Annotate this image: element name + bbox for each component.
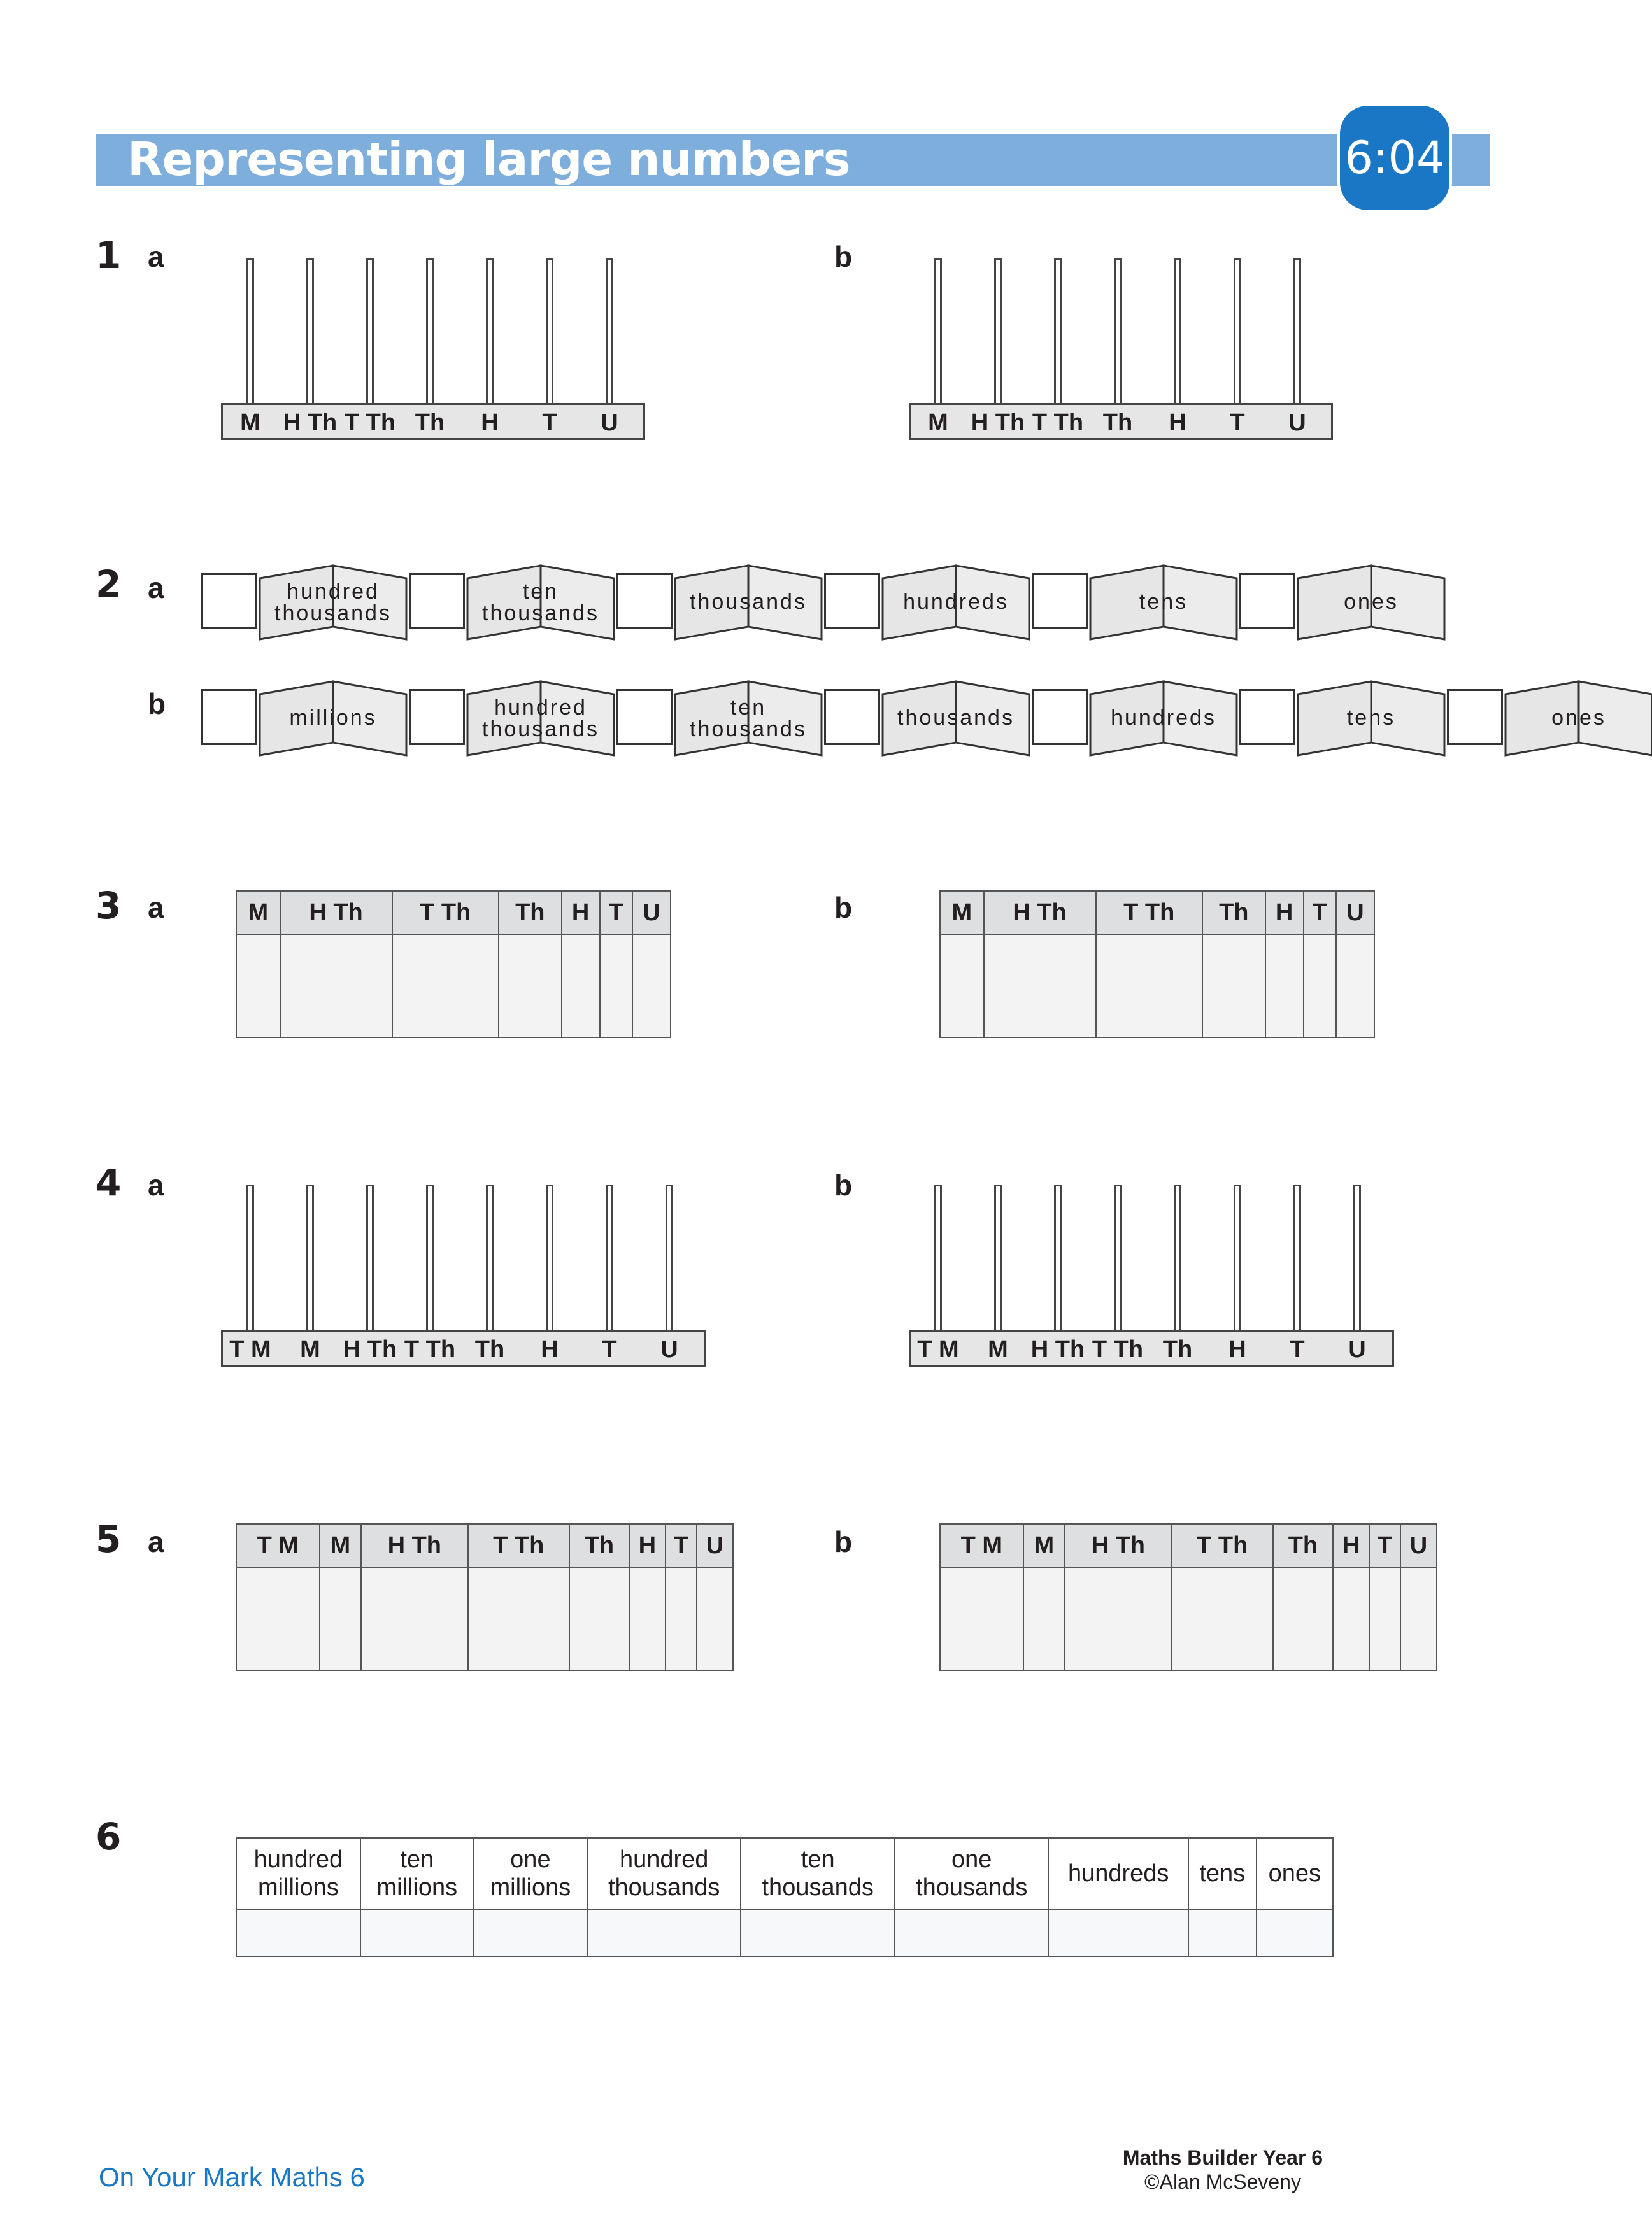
abacus-place-label: U <box>1288 409 1306 436</box>
answer-box[interactable] <box>1032 689 1088 745</box>
abacus-place-label: T Th <box>1032 409 1084 436</box>
abacus-rod <box>546 258 553 403</box>
abacus-place-label: M <box>240 409 260 436</box>
place-value-tag <box>467 675 614 758</box>
question-5-number: 5 <box>96 1518 122 1561</box>
place-value-tag-text: thousands <box>690 590 807 614</box>
answer-cell[interactable] <box>236 934 280 1037</box>
answer-cell[interactable] <box>1333 1567 1369 1670</box>
question-4b-label: b <box>834 1169 853 1202</box>
abacus-place-label: M <box>300 1336 320 1363</box>
column-header: one millions <box>474 1838 587 1909</box>
column-header: ones <box>1257 1838 1333 1909</box>
column-header: T <box>1369 1524 1400 1567</box>
column-header: H Th <box>361 1524 468 1567</box>
abacus-4b <box>909 1185 1394 1367</box>
place-value-tag <box>883 559 1029 642</box>
answer-cell[interactable] <box>320 1567 361 1670</box>
column-header: T <box>600 891 632 934</box>
place-value-tag-text: tens <box>1139 590 1188 614</box>
answer-cell[interactable] <box>468 1567 569 1670</box>
answer-cell[interactable] <box>600 934 632 1037</box>
place-value-tag-text: ten thousands <box>482 580 599 625</box>
abacus-4a <box>221 1185 706 1367</box>
abacus-place-label: Th <box>415 409 445 436</box>
abacus-rod <box>1174 258 1181 403</box>
abacus-rod <box>246 1185 254 1330</box>
column-header: ten millions <box>360 1838 474 1909</box>
abacus-rod <box>1054 1185 1062 1330</box>
question-5a-label: a <box>148 1525 164 1558</box>
abacus-place-label: H <box>541 1336 559 1363</box>
abacus-rod <box>306 258 314 403</box>
question-4-number: 4 <box>96 1161 122 1204</box>
place-value-tag <box>675 559 822 642</box>
column-header: M <box>236 891 280 934</box>
question-2-number: 2 <box>96 562 122 606</box>
abacus-rod <box>1114 1185 1122 1330</box>
answer-box[interactable] <box>616 689 673 745</box>
abacus-rod <box>606 258 613 403</box>
answer-cell[interactable] <box>1188 1909 1257 1956</box>
answer-cell[interactable] <box>984 934 1096 1037</box>
abacus-rod <box>426 258 434 403</box>
answer-cell[interactable] <box>1265 934 1304 1037</box>
column-header: M <box>940 891 984 934</box>
answer-cell[interactable] <box>1048 1909 1188 1956</box>
place-value-table-3b <box>939 890 1375 1038</box>
answer-box[interactable] <box>1032 573 1088 629</box>
abacus-rod <box>1353 1185 1361 1330</box>
answer-cell[interactable] <box>895 1909 1049 1956</box>
place-value-tag-text: ones <box>1344 590 1399 614</box>
answer-box[interactable] <box>1239 573 1295 629</box>
place-value-tag <box>1298 559 1444 642</box>
question-3b-label: b <box>834 891 853 924</box>
answer-box[interactable] <box>1447 689 1503 745</box>
abacus-place-label: U <box>660 1336 678 1363</box>
column-header: T M <box>940 1524 1023 1567</box>
abacus-place-label: T Th <box>344 409 396 436</box>
abacus-rod <box>1054 258 1062 403</box>
abacus-place-label: M <box>988 1336 1008 1363</box>
abacus-place-label: T <box>542 409 557 436</box>
place-value-tag <box>1090 559 1237 642</box>
answer-box[interactable] <box>409 689 465 745</box>
abacus-place-label: T M <box>917 1336 959 1363</box>
question-1a-label: a <box>148 240 164 273</box>
footer-copyright: ©Alan McSeveny <box>1144 2170 1301 2193</box>
column-header: U <box>1336 891 1374 934</box>
abacus-place-label: H Th <box>343 1336 397 1363</box>
abacus-rod <box>1234 258 1241 403</box>
abacus-place-label: H <box>1228 1336 1246 1363</box>
place-value-tag-text: hundred thousands <box>274 580 392 625</box>
answer-cell[interactable] <box>236 1909 360 1956</box>
answer-cell[interactable] <box>1202 934 1265 1037</box>
abacus-rod <box>486 1185 494 1330</box>
answer-cell[interactable] <box>569 1567 629 1670</box>
abacus-place-label: U <box>1348 1336 1366 1363</box>
place-value-tag-text: thousands <box>897 706 1015 730</box>
footer-series-title: On Your Mark Maths 6 <box>99 2162 365 2192</box>
abacus-rod <box>606 1185 613 1330</box>
place-value-tag <box>1506 675 1652 758</box>
answer-cell[interactable] <box>1304 934 1336 1037</box>
place-value-tag-text: ten thousands <box>690 695 807 741</box>
answer-cell[interactable] <box>1257 1909 1333 1956</box>
column-header: M <box>1023 1524 1065 1567</box>
answer-box[interactable] <box>409 573 465 629</box>
answer-cell[interactable] <box>666 1567 697 1670</box>
column-header: H <box>562 891 600 934</box>
abacus-rod <box>1114 258 1122 403</box>
footer-book-title: Maths Builder Year 6 <box>1122 2146 1323 2169</box>
column-header: M <box>320 1524 361 1567</box>
column-header: T Th <box>1096 891 1202 934</box>
column-header: H Th <box>1065 1524 1172 1567</box>
page-title: Representing large numbers <box>127 132 850 186</box>
answer-cell[interactable] <box>361 1567 468 1670</box>
answer-cell[interactable] <box>1400 1567 1437 1670</box>
answer-cell[interactable] <box>1369 1567 1400 1670</box>
place-value-tag <box>675 675 822 758</box>
abacus-place-label: H <box>481 409 499 436</box>
abacus-place-label: Th <box>1162 1336 1193 1363</box>
column-header: Th <box>1202 891 1265 934</box>
place-value-tag <box>1090 675 1237 758</box>
column-header: T M <box>236 1524 320 1567</box>
column-header: H Th <box>984 891 1096 934</box>
abacus-rod <box>1293 258 1301 403</box>
column-header: Th <box>569 1524 629 1567</box>
abacus-place-label: H Th <box>283 409 338 436</box>
answer-cell[interactable] <box>1336 934 1374 1037</box>
answer-box[interactable] <box>824 573 880 629</box>
place-value-tag-text: hundreds <box>903 590 1009 614</box>
question-2a-label: a <box>148 571 164 604</box>
abacus-place-label: H Th <box>971 409 1025 436</box>
abacus-1b <box>909 258 1333 440</box>
answer-box[interactable] <box>616 573 673 629</box>
answer-cell[interactable] <box>1172 1567 1273 1670</box>
answer-cell[interactable] <box>632 934 671 1037</box>
answer-box[interactable] <box>201 573 257 629</box>
place-value-tag-text: hundreds <box>1111 706 1216 730</box>
abacus-place-label: H <box>1169 409 1186 436</box>
abacus-place-label: T <box>602 1336 617 1363</box>
column-header: U <box>1400 1524 1437 1567</box>
place-value-tag <box>467 559 614 642</box>
place-value-tag-text: hundred thousands <box>482 695 599 741</box>
column-header: Th <box>1273 1524 1333 1567</box>
column-header: T Th <box>468 1524 569 1567</box>
answer-cell[interactable] <box>587 1909 741 1956</box>
column-header: T <box>666 1524 697 1567</box>
column-header: H <box>629 1524 666 1567</box>
abacus-rod <box>1293 1185 1301 1330</box>
abacus-rod <box>934 258 942 403</box>
answer-cell[interactable] <box>562 934 600 1037</box>
place-value-tag <box>260 559 406 642</box>
column-header: T <box>1304 891 1336 934</box>
place-value-tag-text: millions <box>289 706 377 730</box>
abacus-rod <box>994 258 1002 403</box>
column-header: hundred thousands <box>587 1838 741 1909</box>
answer-cell[interactable] <box>629 1567 666 1670</box>
abacus-place-label: U <box>601 409 618 436</box>
question-1-number: 1 <box>96 234 122 277</box>
question-6-number: 6 <box>96 1815 122 1858</box>
abacus-place-label: T Th <box>404 1336 456 1363</box>
answer-cell[interactable] <box>1096 934 1202 1037</box>
column-header: U <box>632 891 671 934</box>
abacus-rod <box>546 1185 553 1330</box>
abacus-rod <box>1234 1185 1241 1330</box>
abacus-place-label: T M <box>229 1336 271 1363</box>
answer-box[interactable] <box>1239 689 1295 745</box>
answer-box[interactable] <box>201 689 257 745</box>
place-value-tag-text: tens <box>1346 706 1396 730</box>
column-header: H <box>1333 1524 1369 1567</box>
place-value-table-6 <box>236 1837 1334 1957</box>
column-header: T Th <box>392 891 499 934</box>
column-header: T Th <box>1172 1524 1273 1567</box>
column-header: H <box>1265 891 1304 934</box>
answer-cell[interactable] <box>1065 1567 1172 1670</box>
answer-cell[interactable] <box>360 1909 474 1956</box>
answer-cell[interactable] <box>236 1567 320 1670</box>
question-2b-label: b <box>148 687 166 720</box>
abacus-base <box>909 1330 1394 1367</box>
abacus-place-label: Th <box>474 1336 505 1363</box>
answer-cell[interactable] <box>280 934 392 1037</box>
question-3a-label: a <box>148 891 164 924</box>
column-header: hundreds <box>1048 1838 1188 1909</box>
question-4a-label: a <box>148 1169 164 1202</box>
page-number-badge: 6:04 <box>1337 103 1452 213</box>
abacus-base <box>221 1330 706 1367</box>
answer-cell[interactable] <box>940 1567 1023 1670</box>
place-value-tag <box>1298 675 1444 758</box>
abacus-place-label: T Th <box>1092 1336 1144 1363</box>
abacus-place-label: Th <box>1102 409 1133 436</box>
answer-cell[interactable] <box>940 934 984 1037</box>
column-header: ten thousands <box>741 1838 895 1909</box>
answer-cell[interactable] <box>697 1567 733 1670</box>
answer-cell[interactable] <box>741 1909 895 1956</box>
question-5b-label: b <box>834 1525 853 1558</box>
column-header: Th <box>499 891 562 934</box>
abacus-rod <box>994 1185 1002 1330</box>
question-1b-label: b <box>834 240 853 273</box>
place-value-tag <box>260 675 406 758</box>
abacus-place-label: M <box>928 409 948 436</box>
abacus-place-label: H Th <box>1030 1336 1085 1363</box>
place-value-table-5b <box>939 1523 1437 1671</box>
abacus-rod <box>306 1185 314 1330</box>
answer-cell[interactable] <box>499 934 562 1037</box>
answer-cell[interactable] <box>474 1909 587 1956</box>
abacus-rod <box>426 1185 434 1330</box>
answer-cell[interactable] <box>1273 1567 1333 1670</box>
abacus-rod <box>366 1185 374 1330</box>
abacus-1a <box>221 258 645 440</box>
abacus-place-label: T <box>1290 1336 1305 1363</box>
column-header: hundred millions <box>236 1838 360 1909</box>
column-header: one thousands <box>895 1838 1049 1909</box>
column-header: tens <box>1188 1838 1257 1909</box>
answer-cell[interactable] <box>392 934 499 1037</box>
abacus-rod <box>486 258 494 403</box>
abacus-rod <box>366 258 374 403</box>
place-value-tag-text: ones <box>1551 706 1606 730</box>
answer-box[interactable] <box>824 689 880 745</box>
question-3-number: 3 <box>96 884 122 927</box>
place-value-table-3a <box>236 890 671 1038</box>
abacus-rod <box>666 1185 673 1330</box>
abacus-rod <box>246 258 254 403</box>
answer-cell[interactable] <box>1023 1567 1065 1670</box>
place-value-table-5a <box>236 1523 734 1671</box>
abacus-rod <box>934 1185 942 1330</box>
abacus-place-label: T <box>1230 409 1245 436</box>
column-header: U <box>697 1524 733 1567</box>
place-value-tag <box>883 675 1029 758</box>
abacus-rod <box>1174 1185 1181 1330</box>
column-header: H Th <box>280 891 392 934</box>
